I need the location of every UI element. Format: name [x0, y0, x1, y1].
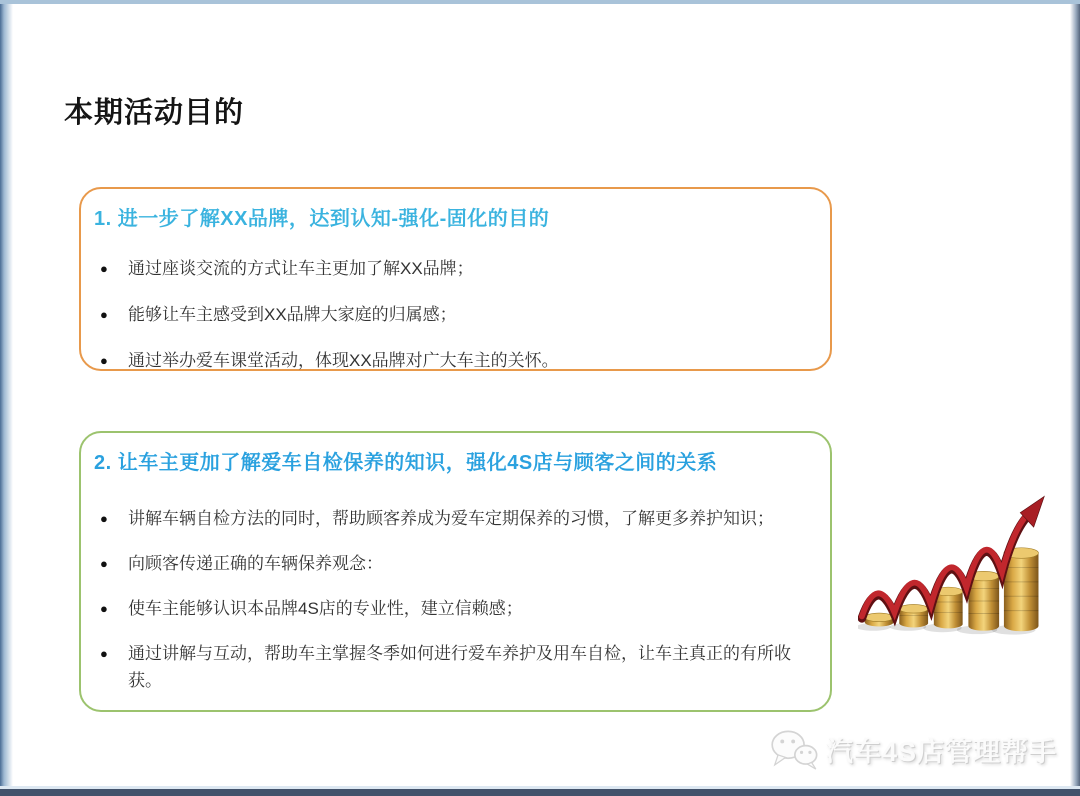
- wechat-logo-icon: [768, 727, 820, 771]
- bullet-dot-icon: ●: [100, 353, 108, 368]
- bullet-item: [94, 255, 810, 282]
- goal-box-1-heading: 1. 进一步了解XX品牌，达到认知-强化-固化的目的: [94, 208, 550, 230]
- bullet-text: 能够让车主感受到XX品牌大家庭的归属感；: [128, 305, 457, 324]
- bullet-text: 通过讲解与互动，帮助车主掌握冬季如何进行爱车养护及用车自检，让车主真正的有所收获。: [128, 644, 791, 690]
- goal-box-2-heading: 2. 让车主更加了解爱车自检保养的知识，强化4S店与顾客之间的关系: [94, 452, 718, 474]
- bullet-dot-icon: ●: [100, 307, 108, 322]
- coin-stack-2: [899, 604, 928, 627]
- bullet-dot-icon: ●: [100, 646, 108, 661]
- coin-stacks-growth-arrow-illustration: [858, 490, 1050, 642]
- goal-box-2-bullet-list: [94, 505, 810, 694]
- bullet-item: [94, 595, 810, 622]
- goal-box-1-bullet-list: [94, 255, 810, 374]
- bullet-item: [94, 550, 810, 577]
- bullet-item: [94, 301, 810, 328]
- bullet-dot-icon: ●: [100, 601, 108, 616]
- watermark: [768, 727, 1057, 771]
- goal-box-2: [79, 431, 832, 712]
- goal-box-1: [79, 187, 832, 371]
- bullet-text: 通过举办爱车课堂活动，体现XX品牌对广大车主的关怀。: [128, 351, 559, 370]
- page-title: 本期活动目的: [64, 97, 245, 129]
- bullet-dot-icon: ●: [100, 261, 108, 276]
- bullet-text: 通过座谈交流的方式让车主更加了解XX品牌；: [128, 259, 474, 278]
- slide-left-border: [0, 0, 13, 796]
- bullet-text: 使车主能够认识本品牌4S店的专业性，建立信赖感；: [128, 599, 523, 618]
- watermark-text: 汽车4S店管理帮手: [826, 736, 1058, 767]
- bullet-dot-icon: ●: [100, 556, 108, 571]
- bullet-text: 讲解车辆自检方法的同时，帮助顾客养成为爱车定期保养的习惯，了解更多养护知识；: [128, 509, 774, 528]
- bullet-dot-icon: ●: [100, 511, 108, 526]
- bullet-item: [94, 505, 810, 532]
- coin-stack-1: [865, 613, 894, 626]
- bullet-item: [94, 640, 810, 694]
- slide-top-border: [0, 0, 1080, 4]
- slide-bottom-bar: [0, 789, 1080, 796]
- bullet-item: [94, 347, 810, 374]
- slide-right-border: [1070, 0, 1080, 796]
- bullet-text: 向顾客传递正确的车辆保养观念：: [128, 554, 383, 573]
